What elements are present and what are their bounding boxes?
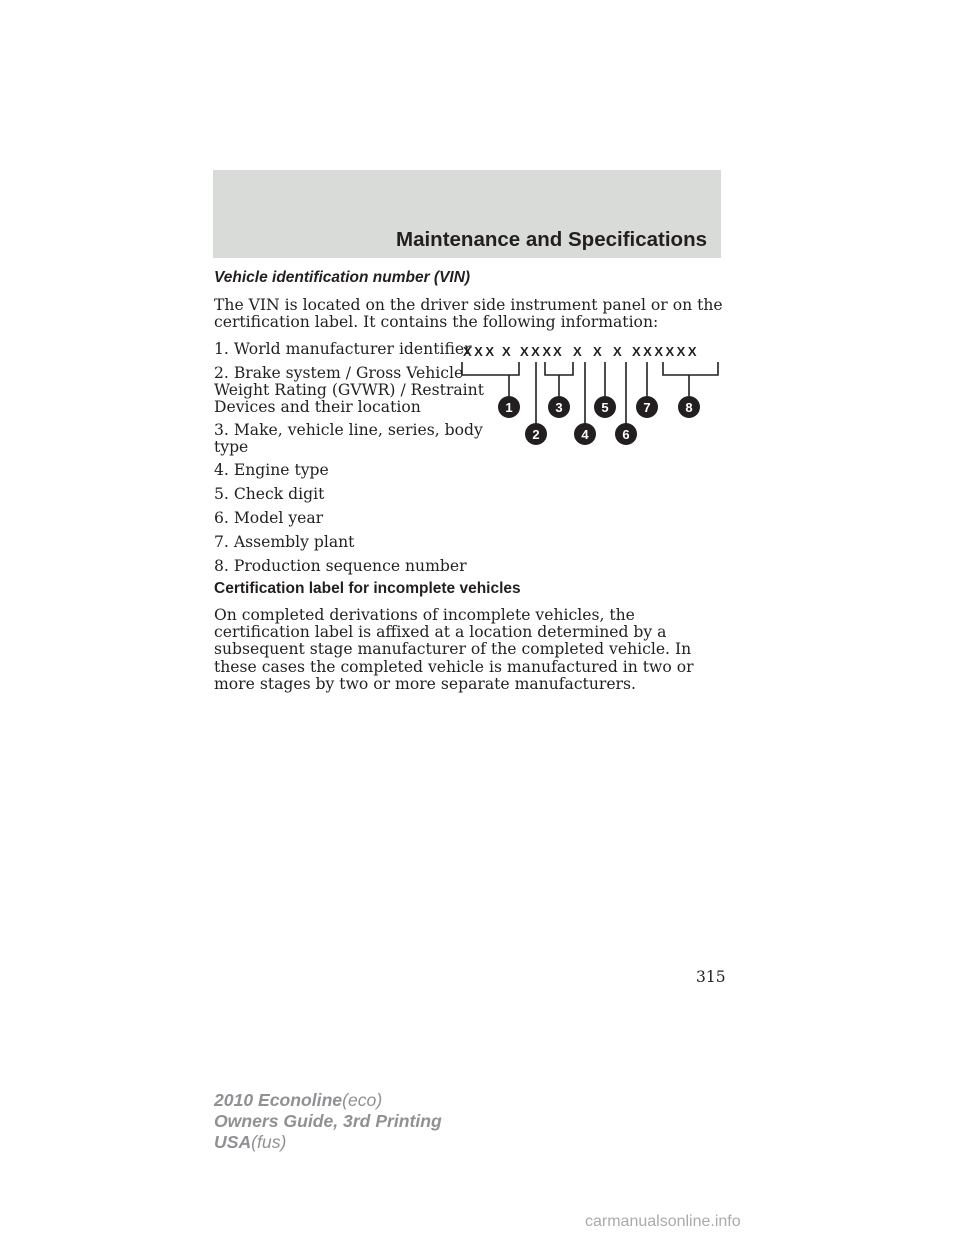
vin-group-8: XXXXXX: [632, 344, 700, 359]
bracket-1: [462, 362, 519, 375]
vin-group-5: X: [573, 344, 585, 359]
callout-label-5: 5: [601, 400, 609, 415]
footer-market: USA: [214, 1132, 252, 1152]
certification-paragraph: On completed derivations of incomplete vehicles, the certification label is affixed at a location determined by a subsequent stage manufacturer of the completed vehicle. In these cases the completed vehicle is manufactured in two or more stages by two or more separate manufacturers.: [214, 606, 694, 693]
vin-group-3: XXX: [520, 344, 554, 359]
callout-label-3: 3: [555, 400, 563, 415]
callout-label-7: 7: [643, 400, 651, 415]
list-item: 4. Engine type: [214, 461, 329, 479]
document-footer: [214, 1090, 442, 1153]
certification-heading: Certification label for incomplete vehicles: [214, 580, 521, 597]
list-item: 3. Make, vehicle line, series, body: [214, 421, 483, 439]
footer-market-code: (fus): [251, 1132, 287, 1152]
footer-model: 2010 Econoline: [214, 1090, 343, 1110]
vin-group-4: X: [553, 344, 565, 359]
list-item: 5. Check digit: [214, 485, 325, 503]
vin-intro-paragraph: The VIN is located on the driver side instrument panel or on the certification label. It contains the following information:: [214, 296, 723, 332]
footer-line-1: [214, 1090, 442, 1111]
page-number: 315: [696, 968, 726, 986]
footer-printing: Owners Guide, 3rd Printing: [214, 1111, 442, 1131]
footer-line-3: [214, 1132, 442, 1153]
list-item: Devices and their location: [214, 398, 421, 416]
section-title: Maintenance and Specifications: [396, 228, 707, 251]
vin-heading: Vehicle identification number (VIN): [214, 269, 471, 286]
list-item: 8. Production sequence number: [214, 557, 467, 575]
section-header-band: [213, 170, 721, 258]
bracket-3: [545, 362, 573, 375]
bracket-8: [663, 362, 718, 375]
vin-group-1: XXX: [463, 344, 497, 359]
vin-group-6: X: [593, 344, 605, 359]
list-item: 1. World manufacturer identifier: [214, 340, 472, 358]
list-item: 2. Brake system / Gross Vehicle: [214, 364, 464, 382]
list-item: Weight Rating (GVWR) / Restraint: [214, 381, 484, 399]
footer-model-code: (eco): [342, 1090, 383, 1110]
callout-label-1: 1: [505, 400, 513, 415]
callout-label-2: 2: [532, 427, 540, 442]
callout-label-8: 8: [685, 400, 693, 415]
list-item: 7. Assembly plant: [214, 533, 355, 551]
watermark: carmanualsonline.info: [585, 1213, 741, 1230]
list-item: type: [214, 438, 249, 456]
callout-label-4: 4: [581, 427, 589, 442]
vin-group-2: X: [502, 344, 514, 359]
callout-label-6: 6: [622, 427, 630, 442]
list-item: 6. Model year: [214, 509, 324, 527]
vin-diagram: [450, 338, 740, 450]
footer-line-2: [214, 1111, 442, 1132]
vin-group-7: X: [613, 344, 625, 359]
